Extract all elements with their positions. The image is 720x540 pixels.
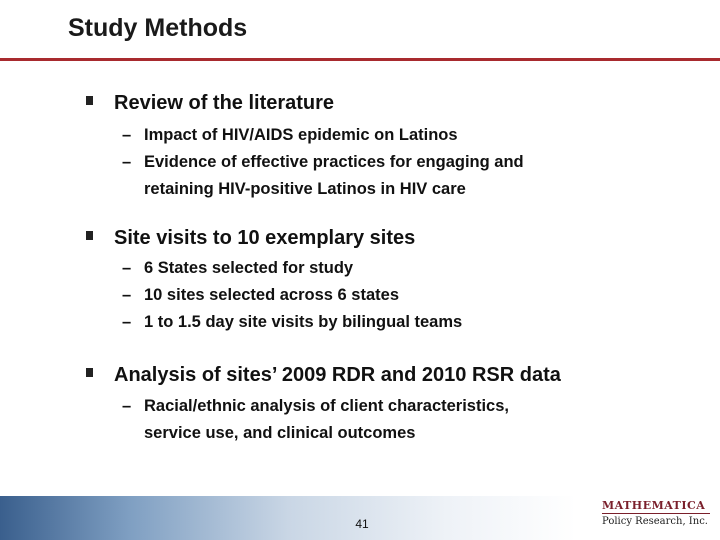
sub-bullet-text: Evidence of effective practices for engaging and retaining HIV-positive Latinos in HIV care (144, 153, 524, 198)
slide-title: Study Methods (68, 14, 248, 42)
bullet-literature-review (86, 92, 334, 115)
bullet-text: Review of the literature (114, 92, 335, 114)
dash-bullet-icon: – (122, 313, 132, 331)
square-bullet-icon (86, 231, 93, 240)
bullet-text: Analysis of sites’ 2009 RDR and 2010 RSR data (114, 364, 561, 386)
logo-tagline: Policy Research, Inc. (602, 516, 708, 527)
bullet-data-analysis (86, 364, 561, 387)
dash-bullet-icon: – (122, 153, 132, 171)
sub-bullet-text: 10 sites selected across 6 states (144, 286, 400, 304)
sub-list-literature (122, 122, 524, 203)
mathematica-logo (602, 499, 710, 527)
sub-bullet (122, 149, 524, 203)
square-bullet-icon (86, 96, 93, 105)
dash-bullet-icon: – (122, 259, 132, 277)
sub-bullet (122, 309, 462, 336)
sub-bullet-text: 6 States selected for study (144, 259, 354, 277)
dash-bullet-icon: – (122, 286, 132, 304)
bullet-site-visits (86, 227, 415, 250)
logo-wordmark: MATHEMATICA (602, 499, 710, 514)
sub-bullet-text: Racial/ethnic analysis of client characteristics, service use, and clinical outcomes (144, 397, 509, 442)
sub-bullet (122, 282, 462, 309)
bullet-text: Site visits to 10 exemplary sites (114, 227, 416, 249)
square-bullet-icon (86, 368, 93, 377)
page-number: 41 (355, 517, 369, 531)
dash-bullet-icon: – (122, 397, 132, 415)
sub-list-site-visits (122, 255, 462, 336)
sub-list-analysis (122, 393, 509, 447)
sub-bullet-text: 1 to 1.5 day site visits by bilingual teams (144, 313, 463, 331)
sub-bullet (122, 255, 462, 282)
sub-bullet-text: Impact of HIV/AIDS epidemic on Latinos (144, 126, 458, 144)
title-divider (0, 58, 720, 61)
sub-bullet (122, 393, 509, 447)
sub-bullet (122, 122, 524, 149)
dash-bullet-icon: – (122, 126, 132, 144)
